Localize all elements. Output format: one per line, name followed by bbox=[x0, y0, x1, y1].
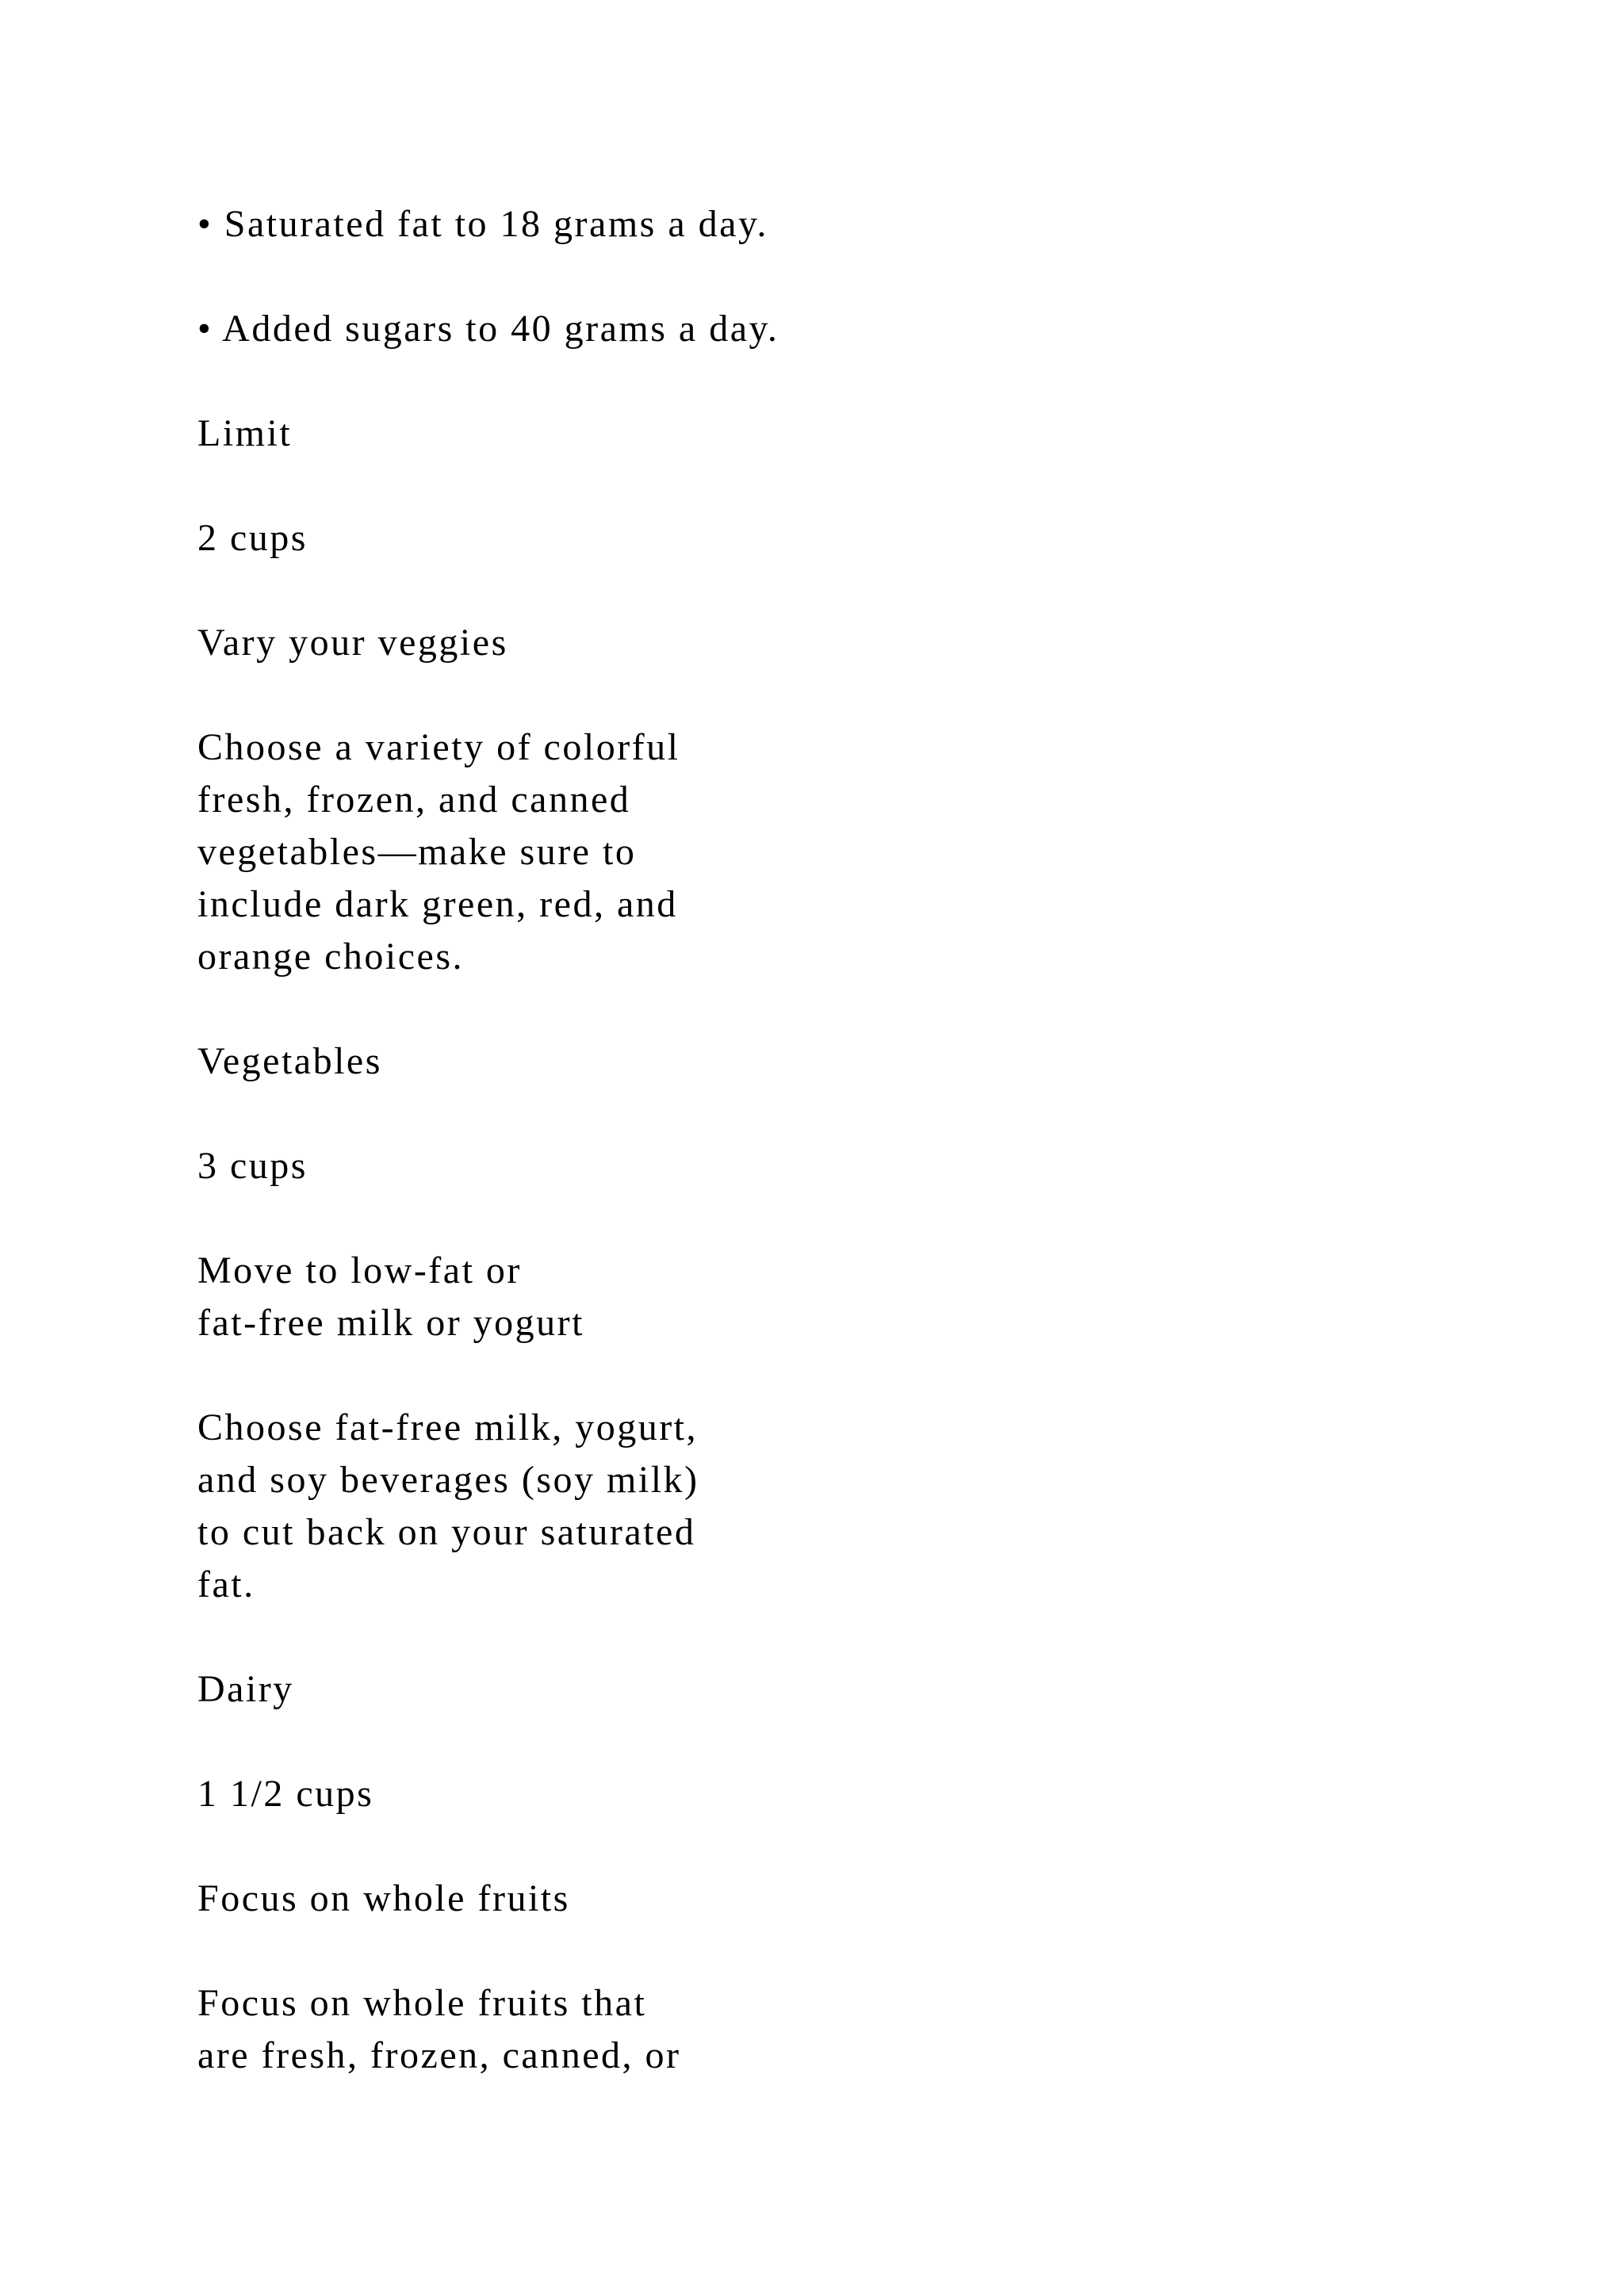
bullet-saturated-fat: • Saturated fat to 18 grams a day. bbox=[197, 203, 768, 245]
limit-label: Limit bbox=[197, 412, 293, 454]
fruits-heading: Focus on whole fruits bbox=[197, 1877, 570, 1919]
vegetables-label: Vegetables bbox=[197, 1040, 382, 1082]
dairy-amount-3-cups: 3 cups bbox=[197, 1145, 308, 1187]
fruits-description: Focus on whole fruits that are fresh, frozen, canned, or bbox=[197, 1982, 681, 2076]
dairy-heading: Move to low-fat or fat-free milk or yogurt bbox=[197, 1249, 584, 1344]
dairy-description: Choose fat-free milk, yogurt, and soy beverages (soy milk) to cut back on your saturated fat. bbox=[197, 1406, 699, 1605]
body-text bbox=[197, 198, 1070, 2082]
vegetables-amount-2-cups: 2 cups bbox=[197, 517, 308, 559]
dairy-label: Dairy bbox=[197, 1668, 294, 1710]
fruits-amount: 1 1/2 cups bbox=[197, 1773, 374, 1815]
veggies-heading: Vary your veggies bbox=[197, 622, 508, 664]
bullet-added-sugars: • Added sugars to 40 grams a day. bbox=[197, 308, 779, 350]
veggies-description: Choose a variety of colorful fresh, frozen, and canned vegetables—make sure to include dark green, red, and orange choices. bbox=[197, 726, 680, 978]
